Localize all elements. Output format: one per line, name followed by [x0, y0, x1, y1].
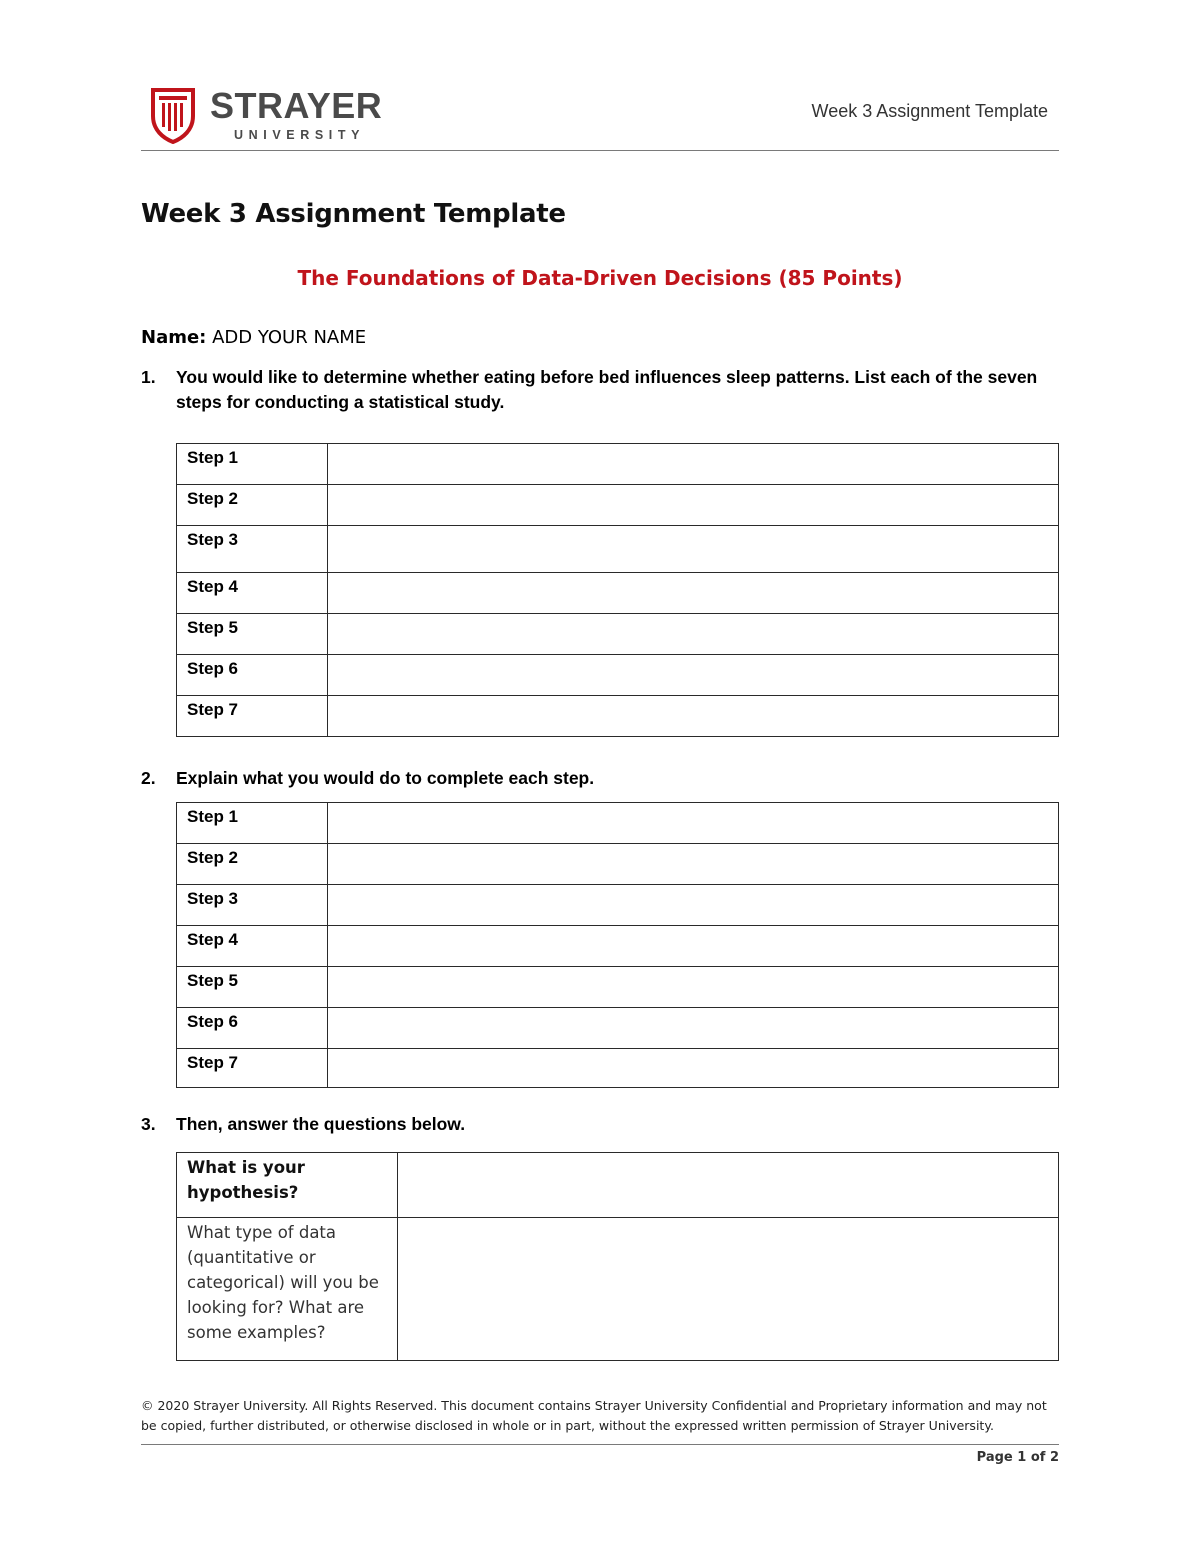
question-1-table — [176, 443, 1059, 737]
shield-icon — [150, 86, 196, 144]
step-label: Step 4 — [177, 573, 328, 614]
answer-cell[interactable] — [328, 803, 1059, 844]
question-2-text: Explain what you would do to complete each step. — [176, 768, 595, 788]
answer-cell[interactable] — [328, 1049, 1059, 1088]
question-2-table — [176, 802, 1059, 1088]
table-row — [177, 885, 1059, 926]
table-row — [177, 926, 1059, 967]
answer-cell[interactable] — [398, 1153, 1059, 1218]
answer-cell[interactable] — [328, 1008, 1059, 1049]
answer-cell[interactable] — [328, 926, 1059, 967]
table-row — [177, 967, 1059, 1008]
table-row — [177, 444, 1059, 485]
header-divider — [141, 150, 1059, 151]
step-label: Step 2 — [177, 485, 328, 526]
answer-cell[interactable] — [328, 696, 1059, 737]
answer-cell[interactable] — [328, 614, 1059, 655]
table-row — [177, 1008, 1059, 1049]
step-label: Step 7 — [177, 696, 328, 737]
table-row — [177, 655, 1059, 696]
document-title: Week 3 Assignment Template — [141, 199, 566, 229]
document-subtitle: The Foundations of Data-Driven Decisions (85 Points) — [297, 266, 903, 290]
step-label: Step 3 — [177, 885, 328, 926]
step-label: Step 7 — [177, 1049, 328, 1088]
table-row — [177, 696, 1059, 737]
question-prompt: What type of data (quantitative or categorical) will you be looking for? What are some examples? — [177, 1218, 398, 1361]
step-label: Step 1 — [177, 444, 328, 485]
table-row — [177, 485, 1059, 526]
question-1-text: You would like to determine whether eating before bed influences sleep patterns. List each of the seven steps for conducting a statistical study. — [176, 367, 1038, 412]
question-3-number: 3. — [141, 1114, 156, 1134]
question-1-number: 1. — [141, 367, 156, 387]
question-prompt: What is your hypothesis? — [177, 1153, 398, 1218]
table-row — [177, 803, 1059, 844]
question-2-number: 2. — [141, 768, 156, 788]
step-label: Step 3 — [177, 526, 328, 573]
question-3-table — [176, 1152, 1059, 1361]
logo-wordmark: STRAYER — [210, 85, 383, 126]
table-row — [177, 1049, 1059, 1088]
step-label: Step 2 — [177, 844, 328, 885]
answer-cell[interactable] — [328, 444, 1059, 485]
name-line — [141, 327, 366, 348]
table-row — [177, 844, 1059, 885]
name-label: Name: — [141, 327, 207, 348]
step-label: Step 6 — [177, 1008, 328, 1049]
answer-cell[interactable] — [398, 1218, 1059, 1361]
header-title: Week 3 Assignment Template — [811, 101, 1048, 121]
strayer-logo — [150, 86, 400, 146]
table-row — [177, 1218, 1059, 1361]
table-row — [177, 614, 1059, 655]
step-label: Step 1 — [177, 803, 328, 844]
table-row — [177, 573, 1059, 614]
answer-cell[interactable] — [328, 844, 1059, 885]
answer-cell[interactable] — [328, 485, 1059, 526]
answer-cell[interactable] — [328, 526, 1059, 573]
step-label: Step 5 — [177, 967, 328, 1008]
table-row — [177, 526, 1059, 573]
logo-subtext: UNIVERSITY — [234, 128, 366, 142]
answer-cell[interactable] — [328, 885, 1059, 926]
question-3-text: Then, answer the questions below. — [176, 1114, 466, 1134]
answer-cell[interactable] — [328, 573, 1059, 614]
page-number: Page 1 of 2 — [976, 1450, 1059, 1465]
table-row — [177, 1153, 1059, 1218]
answer-cell[interactable] — [328, 655, 1059, 696]
footer-divider — [141, 1444, 1059, 1445]
copyright-note: © 2020 Strayer University. All Rights Reserved. This document contains Strayer University Confidential and Proprietary information and may not be copied, further distributed, or otherwise disclosed in whole or in part, without the expressed written permission of Strayer University. — [141, 1398, 1047, 1433]
name-value[interactable]: ADD YOUR NAME — [212, 327, 367, 348]
answer-cell[interactable] — [328, 967, 1059, 1008]
step-label: Step 6 — [177, 655, 328, 696]
step-label: Step 4 — [177, 926, 328, 967]
step-label: Step 5 — [177, 614, 328, 655]
